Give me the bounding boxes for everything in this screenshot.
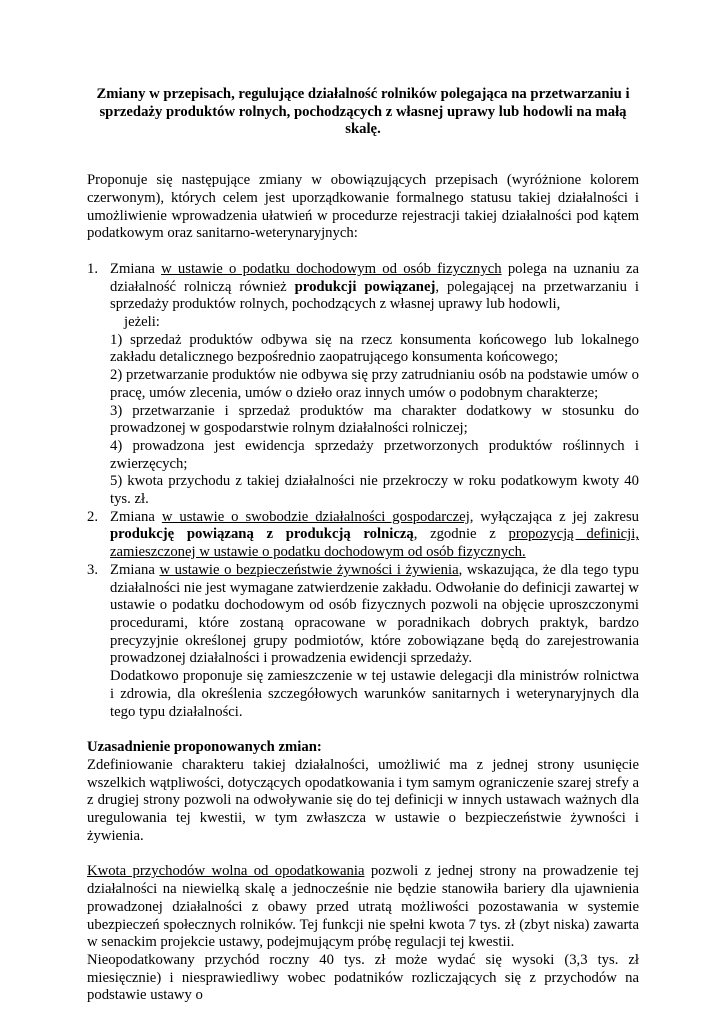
list-number: 2. [87, 508, 99, 525]
list-item-1 [87, 261, 639, 509]
law-name-pit: w ustawie o podatku dochodowym od osób fizycznych [161, 260, 502, 277]
term-related-production: produkcji powiązanej [294, 278, 436, 295]
tax-free-amount-term: Kwota przychodów wolna od opodatkowania [87, 863, 365, 880]
condition-5: 5) kwota przychodu z takiej działalności nie przekroczy w roku podatkowym kwoty 40 tys. zł. [110, 473, 639, 508]
condition-4: 4) prowadzona jest ewidencja sprzedaży przetworzonych produktów roślinnych i zwierzęcych; [110, 437, 639, 472]
law-name-business: w ustawie o swobodzie działalności gospodarczej [161, 508, 470, 525]
item1-text: Zmiana w ustawie o podatku dochodowym od osób fizycznych polega na uznaniu za działalność rolniczą również produkcji powiązanej, polegającej na przetwarzaniu i sprzedaży produktów rolnych, pochodzących z własnej uprawy lub hodowli, [110, 260, 640, 313]
justification-paragraph-3: Nieopodatkowany przychód roczny 40 tys. zł może wydać się wysoki (3,3 tys. zł miesięcznie) i niesprawiedliwy wobec podatników rozliczających się z przychodów na podstawie ustawy o [87, 951, 639, 1004]
item3-text: Zmiana w ustawie o bezpieczeństwie żywności i żywienia, wskazująca, że dla tego typu działalności nie jest wymagane zatwierdzenie zakładu. Odwołanie do definicji zawartej w ustawie o podatku dochodowym od osób fizycznych pozwoli na objęcie uproszczonymi procedurami, które zostaną opracowane w poradnikach dobrych praktyk, bardzo precyzyjnie określonej grupy podmiotów, które zobowiązane będą do zarejestrowania prowadzonej działalności i prowadzenia ewidencji sprzedaży. [110, 561, 639, 667]
condition-3: 3) przetwarzanie i sprzedaż produktów ma charakter dodatkowy w stosunku do prowadzonej w gospodarstwie rolnym działalności rolniczej; [110, 402, 639, 437]
intro-paragraph: Proponuje się następujące zmiany w obowiązujących przepisach (wyróżnione kolorem czerwonym), których celem jest uporządkowanie formalnego statusu takiej działalności i umożliwienie wprowadzenia ułatwień w procedurze rejestracji takiej działalności pod kątem podatkowym oraz sanitarno-weterynaryjnych: [87, 172, 639, 242]
item3-extra: Dodatkowo proponuje się zamieszczenie w tej ustawie delegacji dla ministrów rolnictwa i zdrowia, dla określenia szczegółowych warunków sanitarnych i weterynaryjnych dla tego typu działalności. [110, 668, 639, 720]
list-number: 3. [87, 561, 99, 578]
list-item-3 [87, 562, 639, 721]
item1-if: jeżeli: [124, 314, 160, 331]
amendments-list [87, 261, 639, 721]
law-name-food-safety: w ustawie o bezpieczeństwie żywności i żywienia [159, 561, 459, 578]
list-number: 1. [87, 260, 99, 277]
condition-2: 2) przetwarzanie produktów nie odbywa się przy zatrudnianiu osób na podstawie umów o pracę, umów zlecenia, umów o dzieło oraz innych umów o podobnym charakterze; [110, 367, 639, 401]
list-item-2 [87, 509, 639, 562]
justification-heading: Uzasadnienie proponowanych zmian: [87, 739, 322, 756]
condition-1: 1) sprzedaż produktów odbywa się na rzecz konsumenta końcowego lub lokalnego zakładu detalicznego bezpośrednio zaopatrującego konsumenta końcowego; [110, 331, 639, 366]
term-related-production-2: produkcję powiązaną z produkcją rolniczą [110, 526, 414, 543]
justification-paragraph-2: Kwota przychodów wolna od opodatkowania pozwoli z jednej strony na prowadzenie tej działalności na niewielką skalę a jednocześnie nie będzie stanowiła bariery dla ujawnienia prowadzonej działalności z obawy przed utratą możliwości pozostawania w systemie ubezpieczeń społecznych rolników. Tej funkcji nie spełni kwota 7 tys. zł (zbyt niska) zawarta w senackim projekcie ustawy, podejmującym próbę regulacji tej kwestii. [87, 863, 639, 951]
document-page [87, 0, 639, 1005]
item2-text: Zmiana w ustawie o swobodzie działalności gospodarczej, wyłączająca z jej zakresu produkcję powiązaną z produkcją rolniczą, zgodnie z propozycją definicji, zamieszczonej w ustawie o podatku dochodowym od osób fizycznych. [110, 508, 640, 561]
definition-reference: propozycją definicji, zamieszczonej w ustawie o podatku dochodowym od osób fizycznych. [110, 526, 640, 561]
document-title: Zmiany w przepisach, regulujące działalność rolników polegająca na przetwarzaniu i sprzedaży produktów rolnych, pochodzących z własnej uprawy lub hodowli na małą skalę. [96, 86, 630, 138]
justification-paragraph-1: Zdefiniowanie charakteru takiej działalności, umożliwić ma z jednej strony usunięcie wszelkich wątpliwości, dotyczących opodatkowania i tym samym ograniczenie szarej strefy a z drugiej strony pozwoli na odwoływanie się do tej definicji w innych ustawach ważnych dla uregulowania tej kwestii, w tym zwłaszcza w ustawie o bezpieczeństwie żywności i żywienia. [87, 756, 639, 844]
